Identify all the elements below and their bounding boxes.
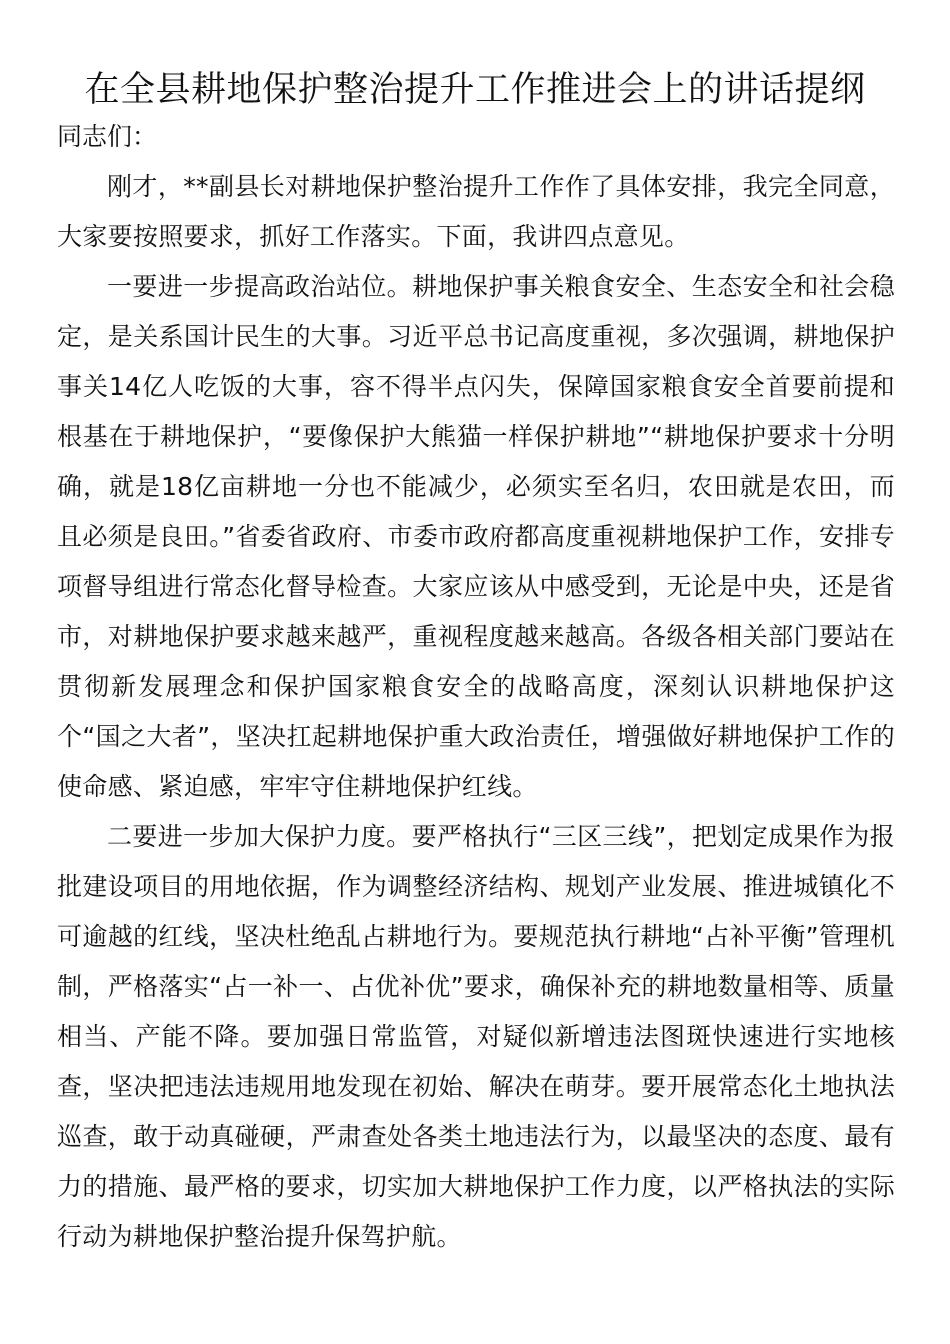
paragraph-opening: 刚才，**副县长对耕地保护整治提升工作作了具体安排，我完全同意，大家要按照要求，抓好工作落实。下面，我讲四点意见。 bbox=[57, 172, 895, 251]
salutation: 同志们： bbox=[57, 122, 158, 151]
paragraph-point-two: 二要进一步加大保护力度。要严格执行“三区三线”，把划定成果作为报批建设项目的用地依据，作为调整经济结构、规划产业发展、推进城镇化不可逾越的红线，坚决杜绝乱占耕地行为。要规范执行耕地“占补平衡”管理机制，严格落实“占一补一、占优补优”要求，确保补充的耕地数量相等、质量相当、产能不降。要加强日常监管，对疑似新增违法图斑快速进行实地核查，坚决把违法违规用地发现在初始、解决在萌芽。要开展常态化土地执法巡查，敢于动真碰硬，严肃查处各类土地违法行为，以最坚决的态度、最有力的措施、最严格的要求，切实加大耕地保护工作力度，以严格执法的实际行动为耕地保护整治提升保驾护航。 bbox=[57, 822, 895, 1251]
document-title: 在全县耕地保护整治提升工作推进会上的讲话提纲 bbox=[84, 70, 866, 110]
paragraph-point-one: 一要进一步提高政治站位。耕地保护事关粮食安全、生态安全和社会稳定，是关系国计民生的大事。习近平总书记高度重视，多次强调，耕地保护事关14亿人吃饭的大事，容不得半点闪失，保障国家粮食安全首要前提和根基在于耕地保护，“要像保护大熊猫一样保护耕地”“耕地保护要求十分明确，就是18亿亩耕地一分也不能减少，必须实至名归，农田就是农田，而且必须是良田。”省委省政府、市委市政府都高度重视耕地保护工作，安排专项督导组进行常态化督导检查。大家应该从中感受到，无论是中央，还是省市，对耕地保护要求越来越严，重视程度越来越高。各级各相关部门要站在贯彻新发展理念和保护国家粮食安全的战略高度，深刻认识耕地保护这个“国之大者”，坚决扛起耕地保护重大政治责任，增强做好耕地保护工作的使命感、紧迫感，牢牢守住耕地保护红线。 bbox=[57, 272, 895, 801]
document-body bbox=[57, 112, 895, 1262]
